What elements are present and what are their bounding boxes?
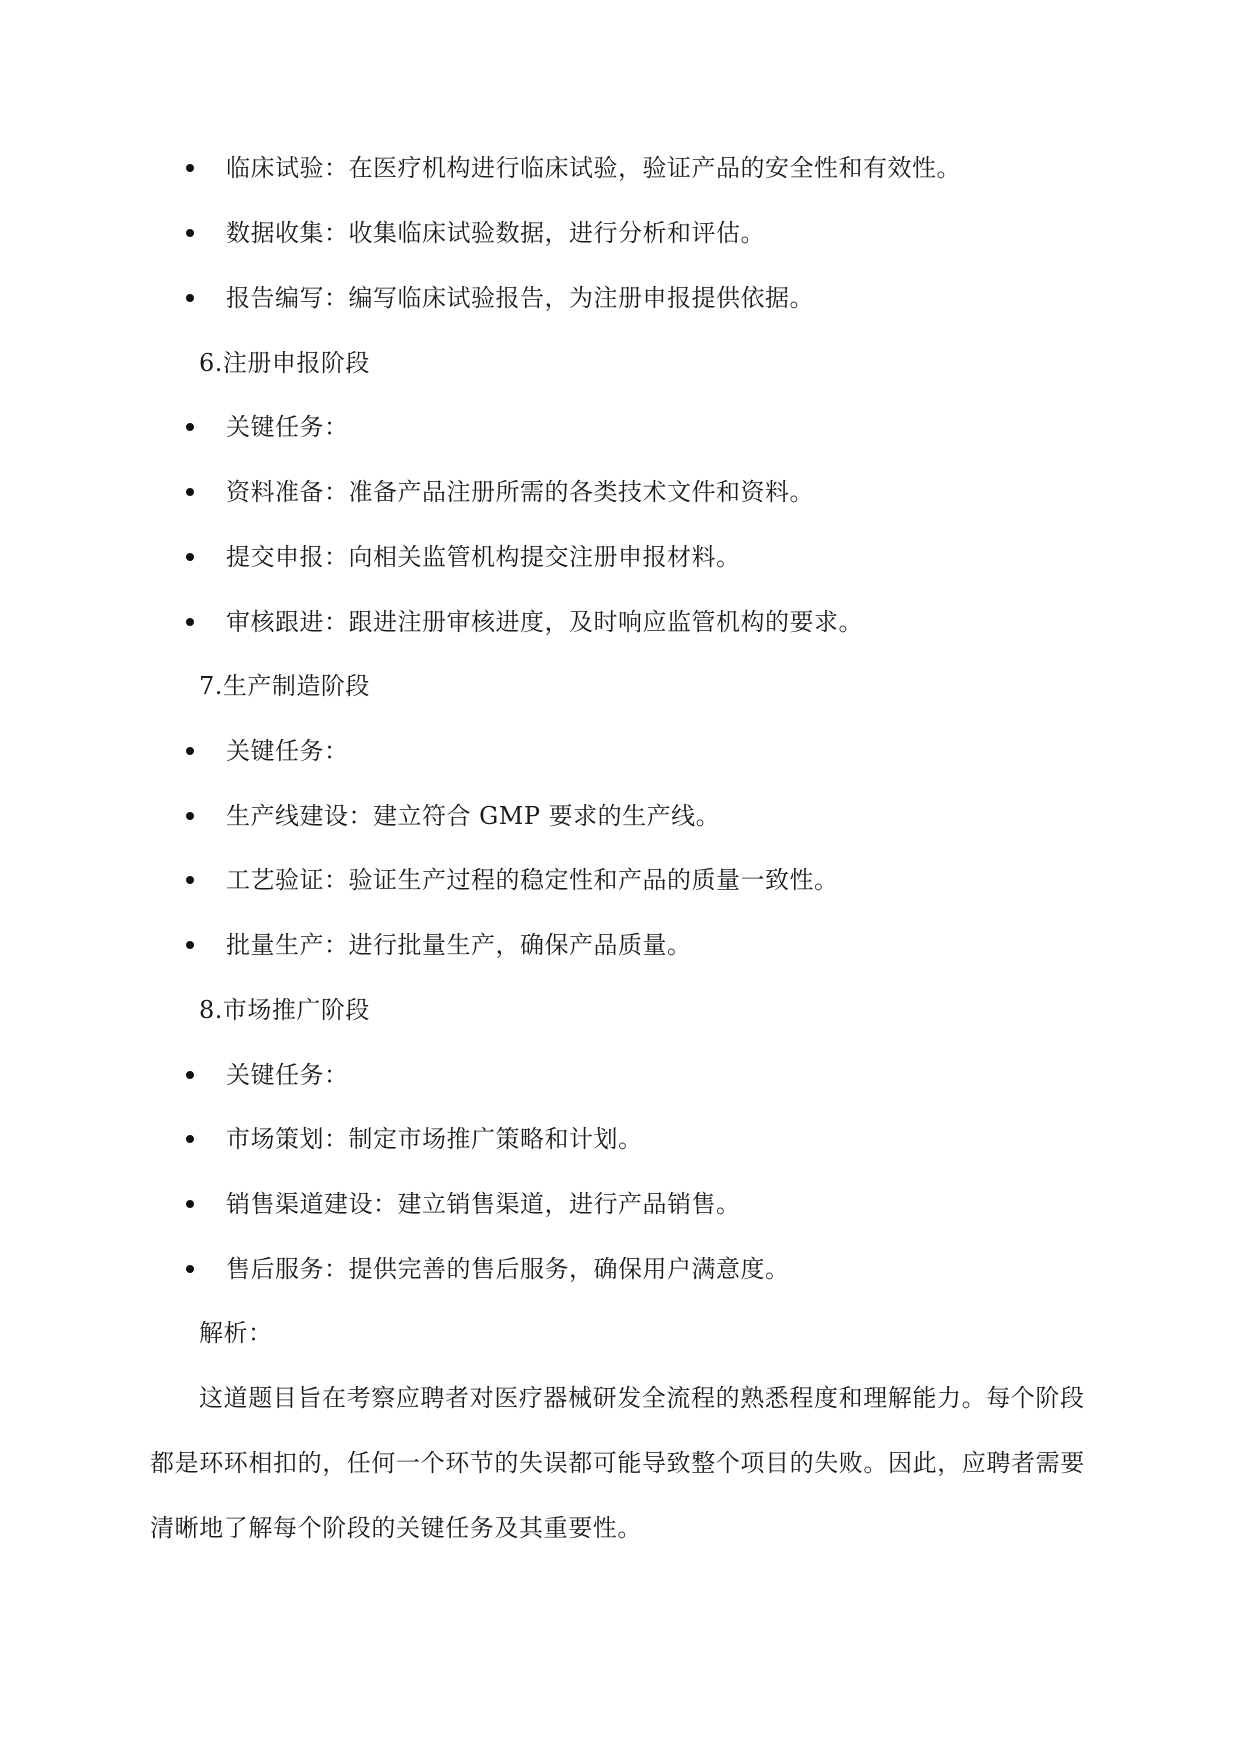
list-item-text: 工艺验证：验证生产过程的稳定性和产品的质量一致性。 — [226, 866, 839, 894]
bullet-icon — [186, 164, 194, 172]
section-heading: 解析： — [199, 1319, 273, 1347]
bullet-icon — [186, 747, 194, 755]
bullet-icon — [186, 1200, 194, 1208]
bullet-icon — [186, 488, 194, 496]
list-item-text: 批量生产：进行批量生产，确保产品质量。 — [226, 931, 692, 959]
list-item-text: 关键任务： — [226, 413, 349, 441]
section-heading: 6.注册申报阶段 — [199, 349, 370, 377]
bullet-icon — [186, 553, 194, 561]
list-item-text: 报告编写：编写临床试验报告，为注册申报提供依据。 — [226, 284, 814, 312]
list-item-text: 临床试验：在医疗机构进行临床试验，验证产品的安全性和有效性。 — [226, 154, 961, 182]
section-heading: 7.生产制造阶段 — [199, 672, 370, 700]
paragraph-line: 清晰地了解每个阶段的关键任务及其重要性。 — [150, 1514, 642, 1542]
bullet-icon — [186, 1135, 194, 1143]
section-heading: 8.市场推广阶段 — [199, 996, 370, 1024]
bullet-icon — [186, 423, 194, 431]
list-item-text: 生产线建设：建立符合 GMP 要求的生产线。 — [226, 802, 721, 830]
bullet-icon — [186, 229, 194, 237]
bullet-icon — [186, 941, 194, 949]
list-item-text: 售后服务：提供完善的售后服务，确保用户满意度。 — [226, 1255, 790, 1283]
list-item-text: 数据收集：收集临床试验数据，进行分析和评估。 — [226, 219, 765, 247]
paragraph-line: 这道题目旨在考察应聘者对医疗器械研发全流程的熟悉程度和理解能力。每个阶段 — [199, 1384, 1085, 1412]
bullet-icon — [186, 294, 194, 302]
list-item-text: 资料准备：准备产品注册所需的各类技术文件和资料。 — [226, 478, 814, 506]
bullet-icon — [186, 876, 194, 884]
paragraph-line: 都是环环相扣的，任何一个环节的失误都可能导致整个项目的失败。因此，应聘者需要 — [150, 1449, 1085, 1477]
list-item-text: 销售渠道建设：建立销售渠道，进行产品销售。 — [226, 1190, 741, 1218]
list-item-text: 关键任务： — [226, 1061, 349, 1089]
bullet-icon — [186, 1071, 194, 1079]
bullet-icon — [186, 618, 194, 626]
list-item-text: 市场策划：制定市场推广策略和计划。 — [226, 1125, 643, 1153]
bullet-icon — [186, 1265, 194, 1273]
list-item-text: 提交申报：向相关监管机构提交注册申报材料。 — [226, 543, 741, 571]
bullet-icon — [186, 812, 194, 820]
list-item-text: 关键任务： — [226, 737, 349, 765]
list-item-text: 审核跟进：跟进注册审核进度，及时响应监管机构的要求。 — [226, 608, 863, 636]
